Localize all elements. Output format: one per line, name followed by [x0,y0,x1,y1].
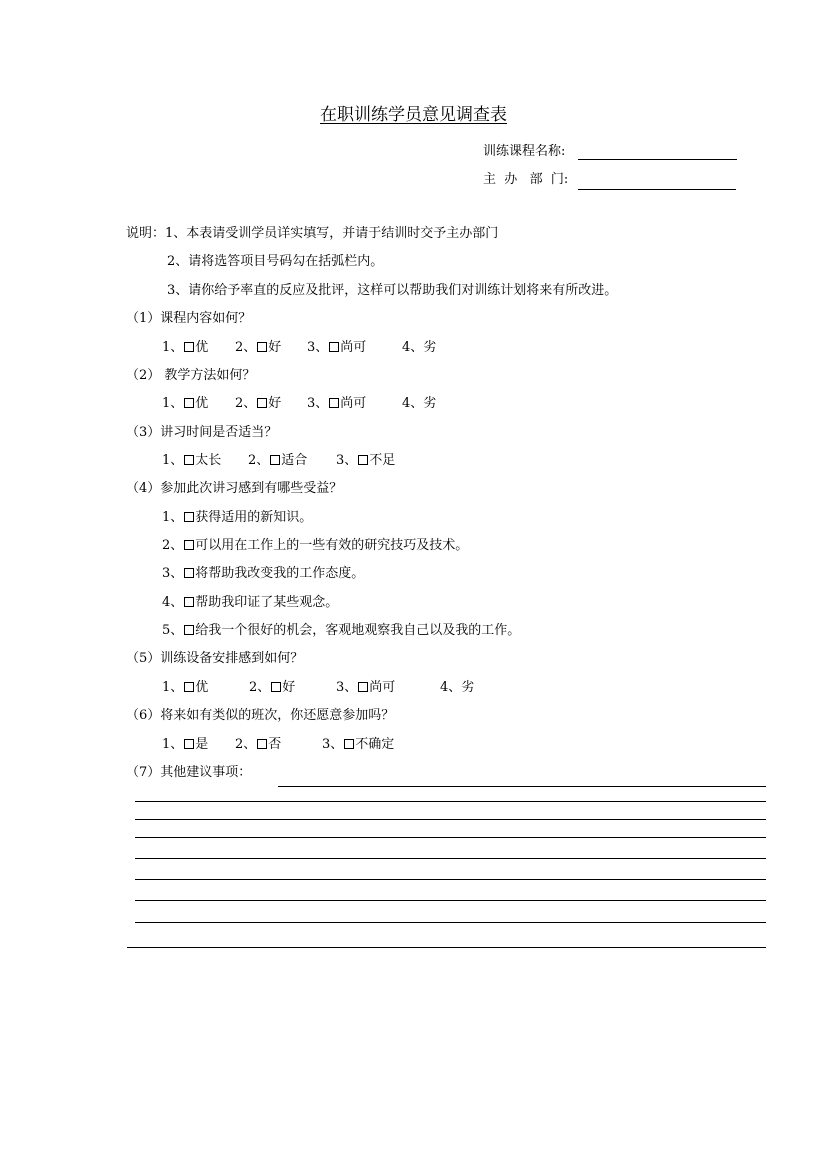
q1-option-4[interactable]: 4、劣 [402,340,437,355]
suggestion-line[interactable] [278,786,766,787]
checkbox[interactable] [271,682,281,692]
q4-option-5[interactable]: 5、 给我一个很好的机会，客观地观察我自己以及我的工作。 [162,623,521,638]
q3-option-2[interactable]: 2、 适合 [248,453,308,468]
note-1: 说明：1、本表请受训学员详实填写，并请于结训时交予主办部门 [126,226,499,241]
q5-option-3[interactable]: 3、 尚可 [336,680,396,695]
checkbox[interactable] [184,739,194,749]
checkbox[interactable] [184,568,194,578]
checkbox[interactable] [184,597,194,607]
checkbox[interactable] [184,342,194,352]
question-6: （6）将来如有类似的班次，你还愿意参加吗？ [126,708,395,723]
suggestion-line[interactable] [135,922,766,923]
department-label: 主 办 部 门: [483,172,569,187]
checkbox[interactable] [184,625,194,635]
checkbox[interactable] [184,512,194,522]
question-3: （3）讲习时间是否适当？ [126,425,278,440]
suggestion-line[interactable] [135,879,766,880]
q5-option-4[interactable]: 4、劣 [440,680,475,695]
suggestion-line[interactable] [127,947,766,948]
q4-option-1[interactable]: 1、 获得适用的新知识。 [162,510,313,525]
q3-option-3[interactable]: 3、 不足 [336,453,396,468]
course-name-field[interactable] [578,159,737,160]
checkbox[interactable] [184,398,194,408]
suggestion-line[interactable] [135,819,766,820]
q2-option-2[interactable]: 2、 好 [235,396,282,411]
q4-option-4[interactable]: 4、 帮助我印证了某些观念。 [162,595,339,610]
suggestion-line[interactable] [135,900,766,901]
question-2: （2） 教学方法如何？ [126,368,256,383]
question-5: （5）训练设备安排感到如何？ [126,651,304,666]
checkbox[interactable] [358,682,368,692]
checkbox[interactable] [257,398,267,408]
page-title: 在职训练学员意见调查表 [320,105,507,125]
checkbox[interactable] [257,342,267,352]
q1-option-3[interactable]: 3、 尚可 [307,340,367,355]
q1-option-1[interactable]: 1、 优 [162,340,209,355]
q4-option-3[interactable]: 3、 将帮助我改变我的工作态度。 [162,566,365,581]
q6-option-2[interactable]: 2、 否 [235,737,282,752]
q1-option-2[interactable]: 2、 好 [235,340,282,355]
checkbox[interactable] [184,540,194,550]
suggestion-line[interactable] [135,801,766,802]
question-7: （7）其他建议事项： [126,765,252,780]
checkbox[interactable] [329,398,339,408]
suggestion-line[interactable] [135,858,766,859]
checkbox[interactable] [358,455,368,465]
checkbox[interactable] [270,455,280,465]
note-2: 2、请将选答项目号码勾在括弧栏内。 [167,254,384,269]
q2-option-4[interactable]: 4、劣 [402,396,437,411]
note-3: 3、请你给予率直的反应及批评，这样可以帮助我们对训练计划将来有所改进。 [167,283,618,298]
checkbox[interactable] [329,342,339,352]
q6-option-3[interactable]: 3、 不确定 [322,737,395,752]
checkbox[interactable] [257,739,267,749]
checkbox[interactable] [184,682,194,692]
checkbox[interactable] [184,455,194,465]
suggestion-line[interactable] [135,837,766,838]
question-1: （1）课程内容如何？ [126,311,252,326]
q6-option-1[interactable]: 1、 是 [162,737,209,752]
q4-option-2[interactable]: 2、 可以用在工作上的一些有效的研究技巧及技术。 [162,538,469,553]
q5-option-2[interactable]: 2、 好 [249,680,296,695]
q2-option-3[interactable]: 3、 尚可 [307,396,367,411]
department-field[interactable] [578,189,736,190]
course-name-label: 训练课程名称: [483,144,566,159]
q2-option-1[interactable]: 1、 优 [162,396,209,411]
q5-option-1[interactable]: 1、 优 [162,680,209,695]
checkbox[interactable] [344,739,354,749]
question-4: （4）参加此次讲习感到有哪些受益？ [126,481,343,496]
q3-option-1[interactable]: 1、 太长 [162,453,222,468]
